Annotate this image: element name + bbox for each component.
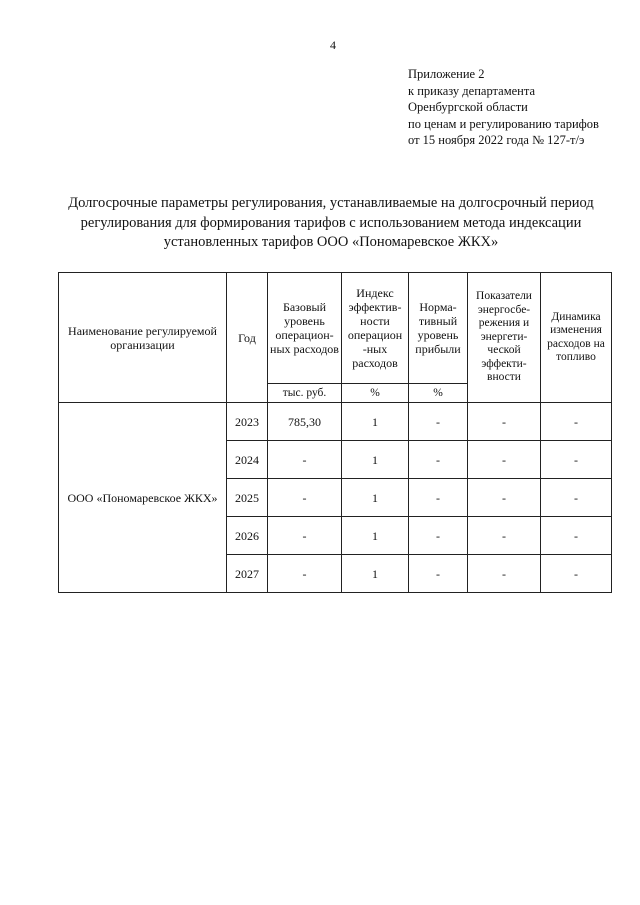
unit-profit: % [409, 384, 468, 403]
cell-index: 1 [342, 403, 409, 441]
unit-base: тыс. руб. [268, 384, 342, 403]
cell-fuel: - [541, 555, 612, 593]
cell-fuel: - [541, 403, 612, 441]
document-title [58, 194, 604, 253]
cell-fuel: - [541, 441, 612, 479]
title-line: регулирования для формирования тарифов с использованием метода индексации [80, 214, 582, 231]
table-row [59, 403, 612, 441]
cell-base: - [268, 479, 342, 517]
cell-base: 785,30 [268, 403, 342, 441]
cell-base: - [268, 517, 342, 555]
page-number: 4 [330, 38, 336, 52]
cell-energy: - [468, 403, 541, 441]
cell-index: 1 [342, 441, 409, 479]
annex-line: Приложение 2 [408, 67, 485, 81]
cell-year: 2023 [227, 403, 268, 441]
header-year: Год [227, 273, 268, 403]
title-line: установленных тарифов ООО «Пономаревское ЖКХ» [163, 234, 499, 250]
cell-fuel: - [541, 517, 612, 555]
cell-profit: - [409, 403, 468, 441]
header-profit-level: Норма-тивный уровень прибыли [409, 273, 468, 384]
annex-block [408, 66, 599, 149]
cell-profit: - [409, 517, 468, 555]
cell-profit: - [409, 479, 468, 517]
cell-energy: - [468, 441, 541, 479]
cell-base: - [268, 555, 342, 593]
cell-energy: - [468, 479, 541, 517]
parameters-table [58, 272, 612, 593]
cell-energy: - [468, 517, 541, 555]
annex-line: по ценам и регулированию тарифов [408, 116, 599, 131]
cell-year: 2026 [227, 517, 268, 555]
cell-base: - [268, 441, 342, 479]
cell-index: 1 [342, 555, 409, 593]
cell-energy: - [468, 555, 541, 593]
header-base-level: Базовый уровень операцион-ных расходов [268, 273, 342, 384]
cell-index: 1 [342, 479, 409, 517]
organization-name: ООО «Пономаревское ЖКХ» [59, 403, 227, 593]
cell-year: 2027 [227, 555, 268, 593]
annex-line: к приказу департамента [408, 83, 536, 98]
header-fuel-dynamics: Динамика изменения расходов на топливо [541, 273, 612, 403]
title-line: Долгосрочные параметры регулирования, устанавливаемые на долгосрочный период [68, 195, 594, 211]
cell-profit: - [409, 441, 468, 479]
cell-year: 2024 [227, 441, 268, 479]
annex-line: от 15 ноября 2022 года № 127-т/э [408, 133, 585, 147]
cell-profit: - [409, 555, 468, 593]
cell-year: 2025 [227, 479, 268, 517]
cell-index: 1 [342, 517, 409, 555]
header-efficiency-index: Индекс эффектив-ности операцион -ных расходов [342, 273, 409, 384]
unit-index: % [342, 384, 409, 403]
table-header-row [59, 273, 612, 384]
annex-line: Оренбургской области [408, 100, 528, 114]
cell-fuel: - [541, 479, 612, 517]
header-organization: Наименование регулируемой организации [59, 273, 227, 403]
header-energy-saving: Показатели энергосбе-режения и энергети-ческой эффекти-вности [468, 273, 541, 403]
